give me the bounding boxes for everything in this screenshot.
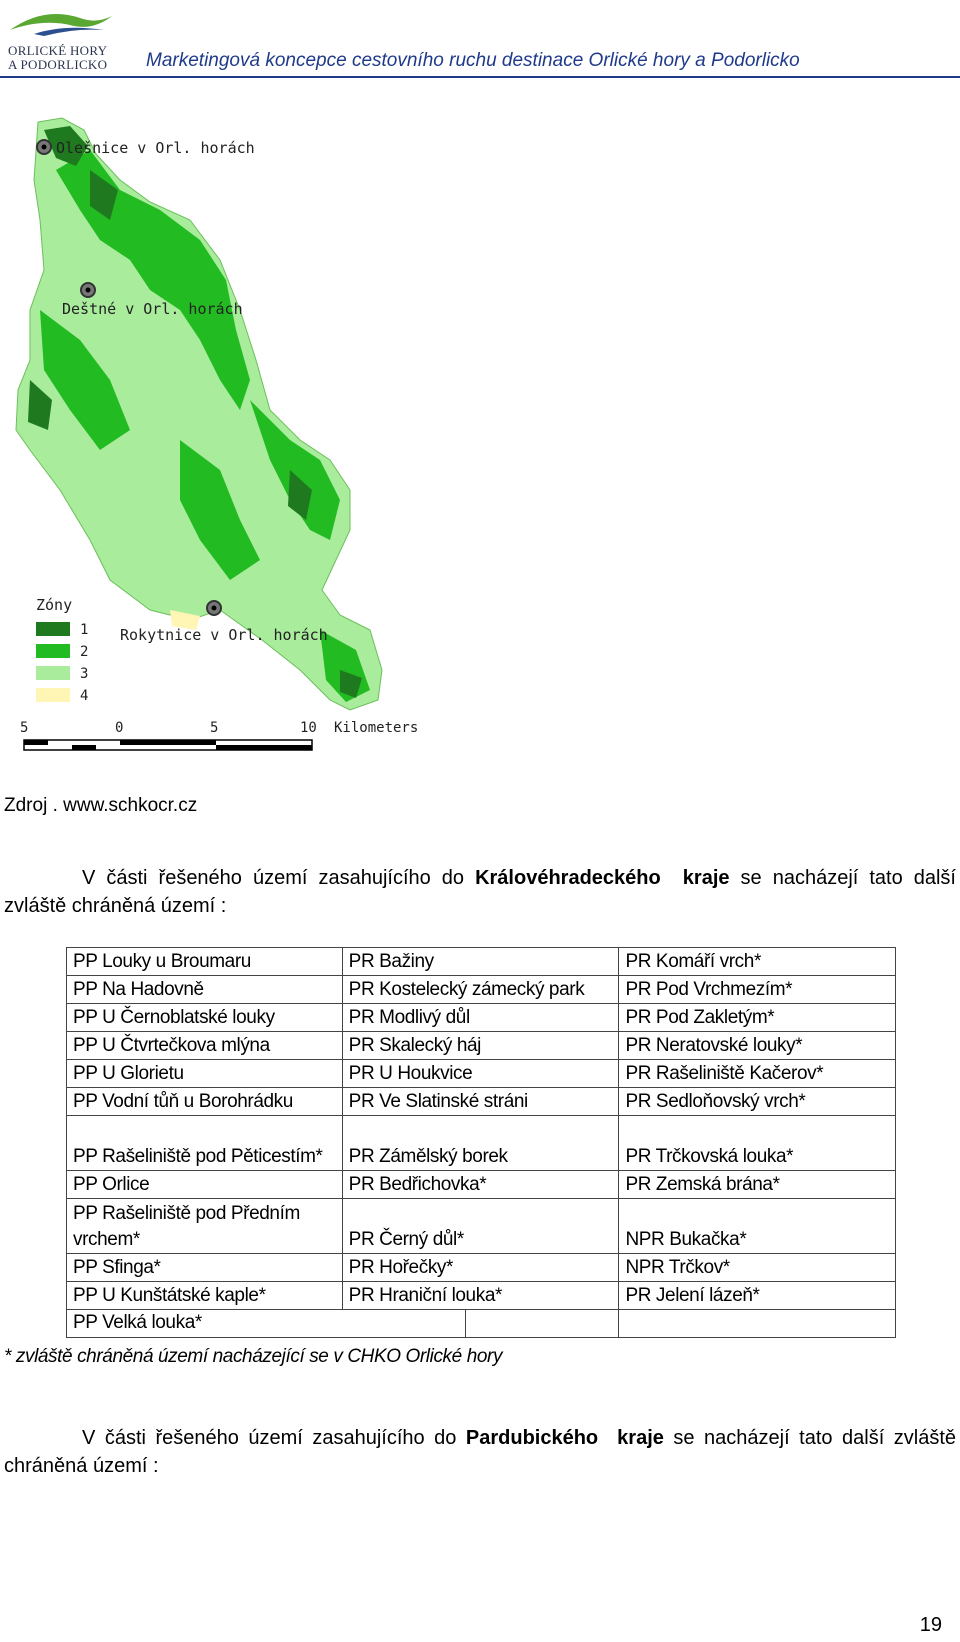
- table-row: [67, 1116, 896, 1171]
- town-label-rokytnice: Rokytnice v Orl. horách: [120, 626, 328, 644]
- legend-title: Zóny: [36, 596, 73, 614]
- table-row: [67, 1171, 896, 1199]
- map-region-zone3: [16, 118, 382, 710]
- table-cell: PP Na Hadovně: [67, 976, 343, 1004]
- table-cell: PP Sfinga*: [67, 1254, 343, 1282]
- paragraph-pardubice: [4, 1424, 956, 1480]
- table-cell: PR Pod Zakletým*: [619, 1004, 896, 1032]
- map-source: Zdroj . www.schkocr.cz: [4, 795, 198, 816]
- legend-label-4: 4: [80, 688, 89, 704]
- table-cell: PR Hořečky*: [342, 1254, 619, 1282]
- paragraph-hradec: [4, 864, 956, 920]
- header-rule: [0, 76, 960, 78]
- zone-map: [0, 110, 440, 790]
- table-cell: PR Neratovské louky*: [619, 1032, 896, 1060]
- scale-unit: Kilometers: [334, 720, 419, 736]
- table-row: [67, 1282, 896, 1310]
- table-cell: PP U Černoblatské louky: [67, 1004, 343, 1032]
- page-number: 19: [919, 1614, 942, 1636]
- table-cell: PP Rašeliniště pod Předním vrchem*: [67, 1199, 343, 1254]
- table-cell: PR Jelení lázeň*: [619, 1282, 896, 1310]
- logo: [4, 4, 120, 74]
- table-cell: PR Pod Vrchmezím*: [619, 976, 896, 1004]
- p2-bold2: kraje: [617, 1427, 664, 1449]
- p2-bold1: Pardubického: [465, 1427, 599, 1449]
- table-row: [67, 1254, 896, 1282]
- table-cell: NPR Trčkov*: [619, 1254, 896, 1282]
- table-cell: PR Modlivý důl: [342, 1004, 619, 1032]
- table-cell: PP Vodní tůň u Borohrádku: [67, 1088, 343, 1116]
- table-cell-empty: [466, 1310, 618, 1337]
- town-label-destne: Deštné v Orl. horách: [62, 300, 243, 318]
- table-cell: PR Zámělský borek: [342, 1116, 619, 1171]
- scale-label-0: 5: [20, 720, 29, 736]
- table-cell-merged: [67, 1310, 619, 1338]
- legend-swatch-3: [36, 666, 70, 680]
- table-cell: PR Rašeliniště Kačerov*: [619, 1060, 896, 1088]
- scale-label-2: 5: [210, 720, 219, 736]
- logo-text: [8, 44, 107, 72]
- table-cell: PP Orlice: [67, 1171, 343, 1199]
- table-footnote: * zvláště chráněná území nacházející se v CHKO Orlické hory: [4, 1346, 503, 1367]
- page-header: [0, 0, 960, 78]
- logo-line1: ORLICKÉ HORY: [8, 43, 108, 58]
- logo-mountain-icon: [4, 4, 120, 44]
- table-row: [67, 1199, 896, 1254]
- table-cell: PR Ve Slatinské stráni: [342, 1088, 619, 1116]
- p2-post: se nacházejí tato další zvláště chráněná území :: [4, 1427, 956, 1477]
- p2-pre: V části řešeného území zasahujícího do: [82, 1427, 466, 1449]
- table-cell: PR Skalecký háj: [342, 1032, 619, 1060]
- table-row: [67, 1088, 896, 1116]
- table-row: [67, 976, 896, 1004]
- table-row: [67, 1060, 896, 1088]
- scale-bar: [20, 720, 418, 750]
- table-cell: PR Černý důl*: [342, 1199, 619, 1254]
- table-cell: PP U Glorietu: [67, 1060, 343, 1088]
- table-cell: PP Velká louka*: [67, 1310, 466, 1337]
- p2-space: [598, 1427, 617, 1449]
- table-cell-empty: [619, 1310, 896, 1338]
- table-row: [67, 1032, 896, 1060]
- legend-label-2: 2: [80, 644, 89, 660]
- p1-bold2: kraje: [682, 867, 730, 889]
- legend-swatch-2: [36, 644, 70, 658]
- town-label-olesnice: Olešnice v Orl. horách: [56, 139, 255, 157]
- table-cell: PR Bažiny: [342, 948, 619, 976]
- scale-label-1: 0: [115, 720, 124, 736]
- legend-label-3: 3: [80, 666, 89, 682]
- table-row: [67, 948, 896, 976]
- legend-label-1: 1: [80, 622, 89, 638]
- table-cell: PR Bedřichovka*: [342, 1171, 619, 1199]
- table-cell: PR U Houkvice: [342, 1060, 619, 1088]
- header-title: Marketingová koncepce cestovního ruchu destinace Orlické hory a Podorlicko: [146, 50, 800, 71]
- p1-bold1: Královéhradeckého: [475, 867, 661, 889]
- table-cell: PR Kostelecký zámecký park: [342, 976, 619, 1004]
- table-cell: PP Louky u Broumaru: [67, 948, 343, 976]
- table-cell: PR Komáří vrch*: [619, 948, 896, 976]
- p1-space: [661, 867, 683, 889]
- table-cell: PP Rašeliniště pod Pěticestím*: [67, 1116, 343, 1171]
- legend-swatch-1: [36, 622, 70, 636]
- legend-swatch-4: [36, 688, 70, 702]
- town-olesnice: [37, 139, 255, 157]
- table-row: [67, 1004, 896, 1032]
- table-cell: PR Zemská brána*: [619, 1171, 896, 1199]
- scale-label-3: 10: [300, 720, 317, 736]
- p1-pre: V části řešeného území zasahujícího do: [82, 867, 476, 889]
- table-cell: PP U Čtvrtečkova mlýna: [67, 1032, 343, 1060]
- table-cell: NPR Bukačka*: [619, 1199, 896, 1254]
- table-cell: PR Hraniční louka*: [342, 1282, 619, 1310]
- table-cell: PP U Kunštátské kaple*: [67, 1282, 343, 1310]
- table-cell: PR Sedloňovský vrch*: [619, 1088, 896, 1116]
- map-legend: [36, 596, 88, 704]
- p1-post: se nacházejí tato další zvláště chráněná území :: [4, 867, 956, 917]
- table-row: [67, 1310, 896, 1338]
- logo-line2: A PODORLICKO: [8, 57, 108, 72]
- map-graphic: [0, 110, 440, 790]
- protected-areas-table: [66, 947, 896, 1338]
- table-cell: PR Trčkovská louka*: [619, 1116, 896, 1171]
